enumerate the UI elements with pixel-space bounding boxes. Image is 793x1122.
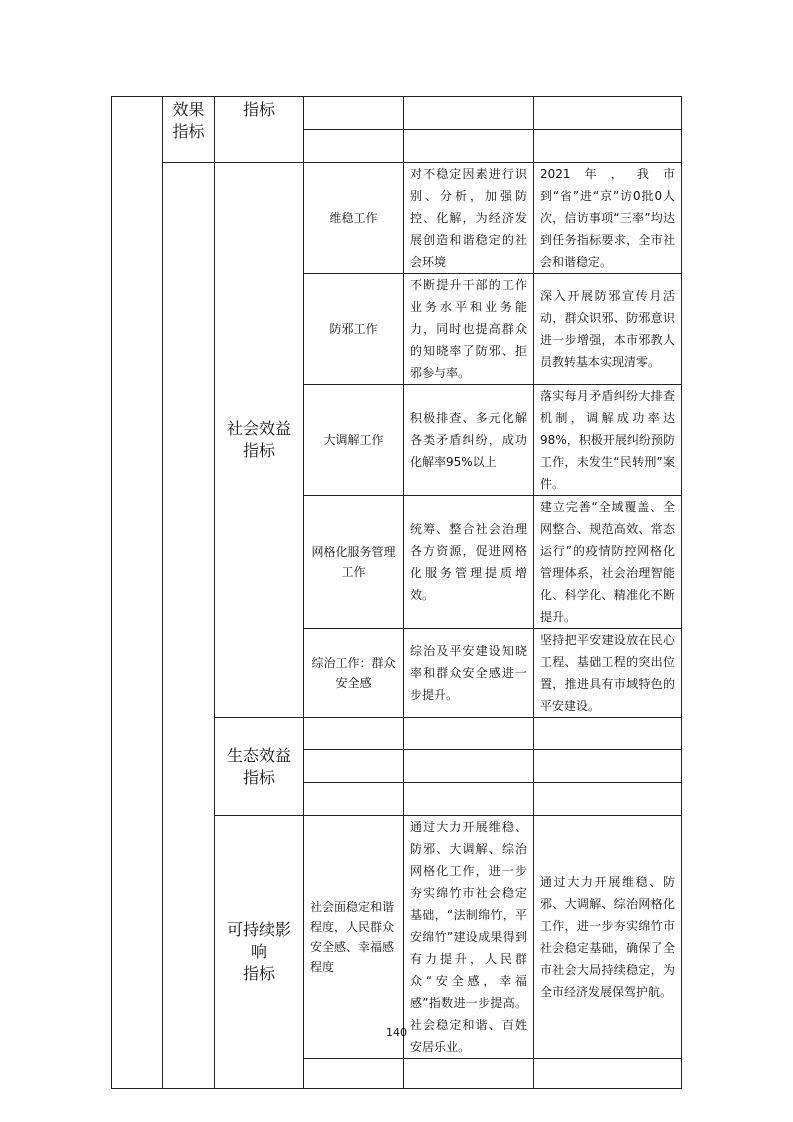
indicator-name: 防邪工作 — [329, 322, 378, 336]
target-text: 不断提升干部的工作业务水平和业务能力，同时也提高群众的知晓率了防邪、拒邪参与率。 — [410, 278, 527, 380]
result-cell — [534, 163, 682, 274]
indicator-cell — [304, 816, 404, 1059]
result-cell — [534, 629, 682, 718]
empty-cell — [404, 783, 534, 816]
target-text: 通过大力开展维稳、防邪、大调解、综治网格化工作，进一步夯实绵竹市社会稳定基础，“法制绵竹，平安绵竹”建设成果得到有力提升，人民群众“安全感，幸福感”指数进一步提高。社会稳定和谐、百姓安居乐业。 — [410, 820, 527, 1054]
empty-cell — [304, 718, 404, 750]
target-cell — [404, 274, 534, 385]
target-text: 积极排查、多元化解各类矛盾纠纷，成功化解率95%以上 — [410, 411, 527, 469]
empty-cell — [304, 783, 404, 816]
indicator-name: 综治工作：群众安全感 — [311, 656, 396, 690]
level2-social-label: 社会效益 指标 — [226, 419, 291, 460]
target-text: 统筹、整合社会治理各方资源，促进网格化服务管理提质增效。 — [410, 522, 527, 602]
target-cell — [404, 496, 534, 629]
empty-cell — [304, 1059, 404, 1089]
target-text: 综治及平安建设知晓率和群众安全感进一步提升。 — [410, 644, 527, 702]
level2-top-cell — [215, 97, 304, 163]
empty-cell — [534, 1059, 682, 1089]
empty-cell — [534, 97, 682, 130]
level1-label: 效果 指标 — [172, 100, 205, 141]
empty-cell — [404, 130, 534, 163]
result-cell — [534, 816, 682, 1059]
result-text: 深入开展防邪宣传月活动，群众识邪、防邪意识进一步增强，本市邪教人员教转基本实现清零。 — [540, 289, 675, 369]
level1-cell — [163, 97, 215, 163]
target-text: 对不稳定因素进行识别、分析，加强防控、化解，为经济发展创造和谐稳定的社会环境 — [410, 167, 527, 269]
empty-cell — [534, 750, 682, 783]
table-row — [112, 97, 682, 130]
level2-social-cell — [215, 163, 304, 718]
indicator-cell — [304, 629, 404, 718]
empty-cell — [404, 97, 534, 130]
result-text: 落实每月矛盾纠纷大排查机制，调解成功率达98%，积极开展纠纷预防工作，未发生“民转刑”案件。 — [540, 389, 675, 491]
empty-cell — [534, 130, 682, 163]
indicator-name: 社会面稳定和谐程度，人民群众安全感、幸福感程度 — [310, 900, 395, 974]
result-text: 坚持把平安建设放在民心工程、基础工程的突出位置，推进具有市域特色的平安建设。 — [540, 633, 675, 713]
target-cell — [404, 629, 534, 718]
indicator-cell — [304, 274, 404, 385]
result-text: 2021年，我市到“省”进“京”访0批0人次，信访事项“三率”均达到任务指标要求，全市社会和谐稳定。 — [540, 167, 675, 269]
outer-blank-cell — [112, 97, 163, 1089]
level2-eco-label: 生态效益 指标 — [226, 745, 291, 787]
empty-cell — [404, 750, 534, 783]
result-cell — [534, 274, 682, 385]
level2-top-label: 指标 — [242, 100, 275, 119]
level2-eco-cell — [215, 718, 304, 816]
performance-indicator-table — [111, 96, 682, 1089]
empty-cell — [304, 750, 404, 783]
indicator-name: 网格化服务管理工作 — [311, 545, 396, 579]
empty-cell — [304, 97, 404, 130]
page-number: 140 — [386, 1026, 407, 1039]
level1-continuation-cell — [163, 163, 215, 1089]
empty-cell — [304, 130, 404, 163]
indicator-cell — [304, 163, 404, 274]
result-text: 通过大力开展维稳、防邪、大调解、综治网格化工作，进一步夯实绵竹市社会稳定基础，确保了全市社会大局持续稳定，为全市经济发展保驾护航。 — [540, 875, 675, 999]
empty-cell — [534, 783, 682, 816]
table-row — [112, 163, 682, 274]
indicator-name: 大调解工作 — [323, 433, 384, 447]
empty-cell — [534, 718, 682, 750]
indicator-name: 维稳工作 — [329, 211, 378, 225]
result-cell — [534, 385, 682, 496]
target-cell — [404, 163, 534, 274]
result-text: 建立完善“全域覆盖、全网整合、规范高效、常态运行”的疫情防控网格化管理体系，社会治理智能化、科学化、精准化不断提升。 — [540, 500, 675, 624]
empty-cell — [404, 1059, 534, 1089]
indicator-cell — [304, 496, 404, 629]
empty-cell — [404, 718, 534, 750]
target-cell — [404, 816, 534, 1059]
indicator-cell — [304, 385, 404, 496]
level2-sustain-label: 可持续影 响 指标 — [226, 920, 291, 983]
target-cell — [404, 385, 534, 496]
result-cell — [534, 496, 682, 629]
level2-sustain-cell — [215, 816, 304, 1089]
